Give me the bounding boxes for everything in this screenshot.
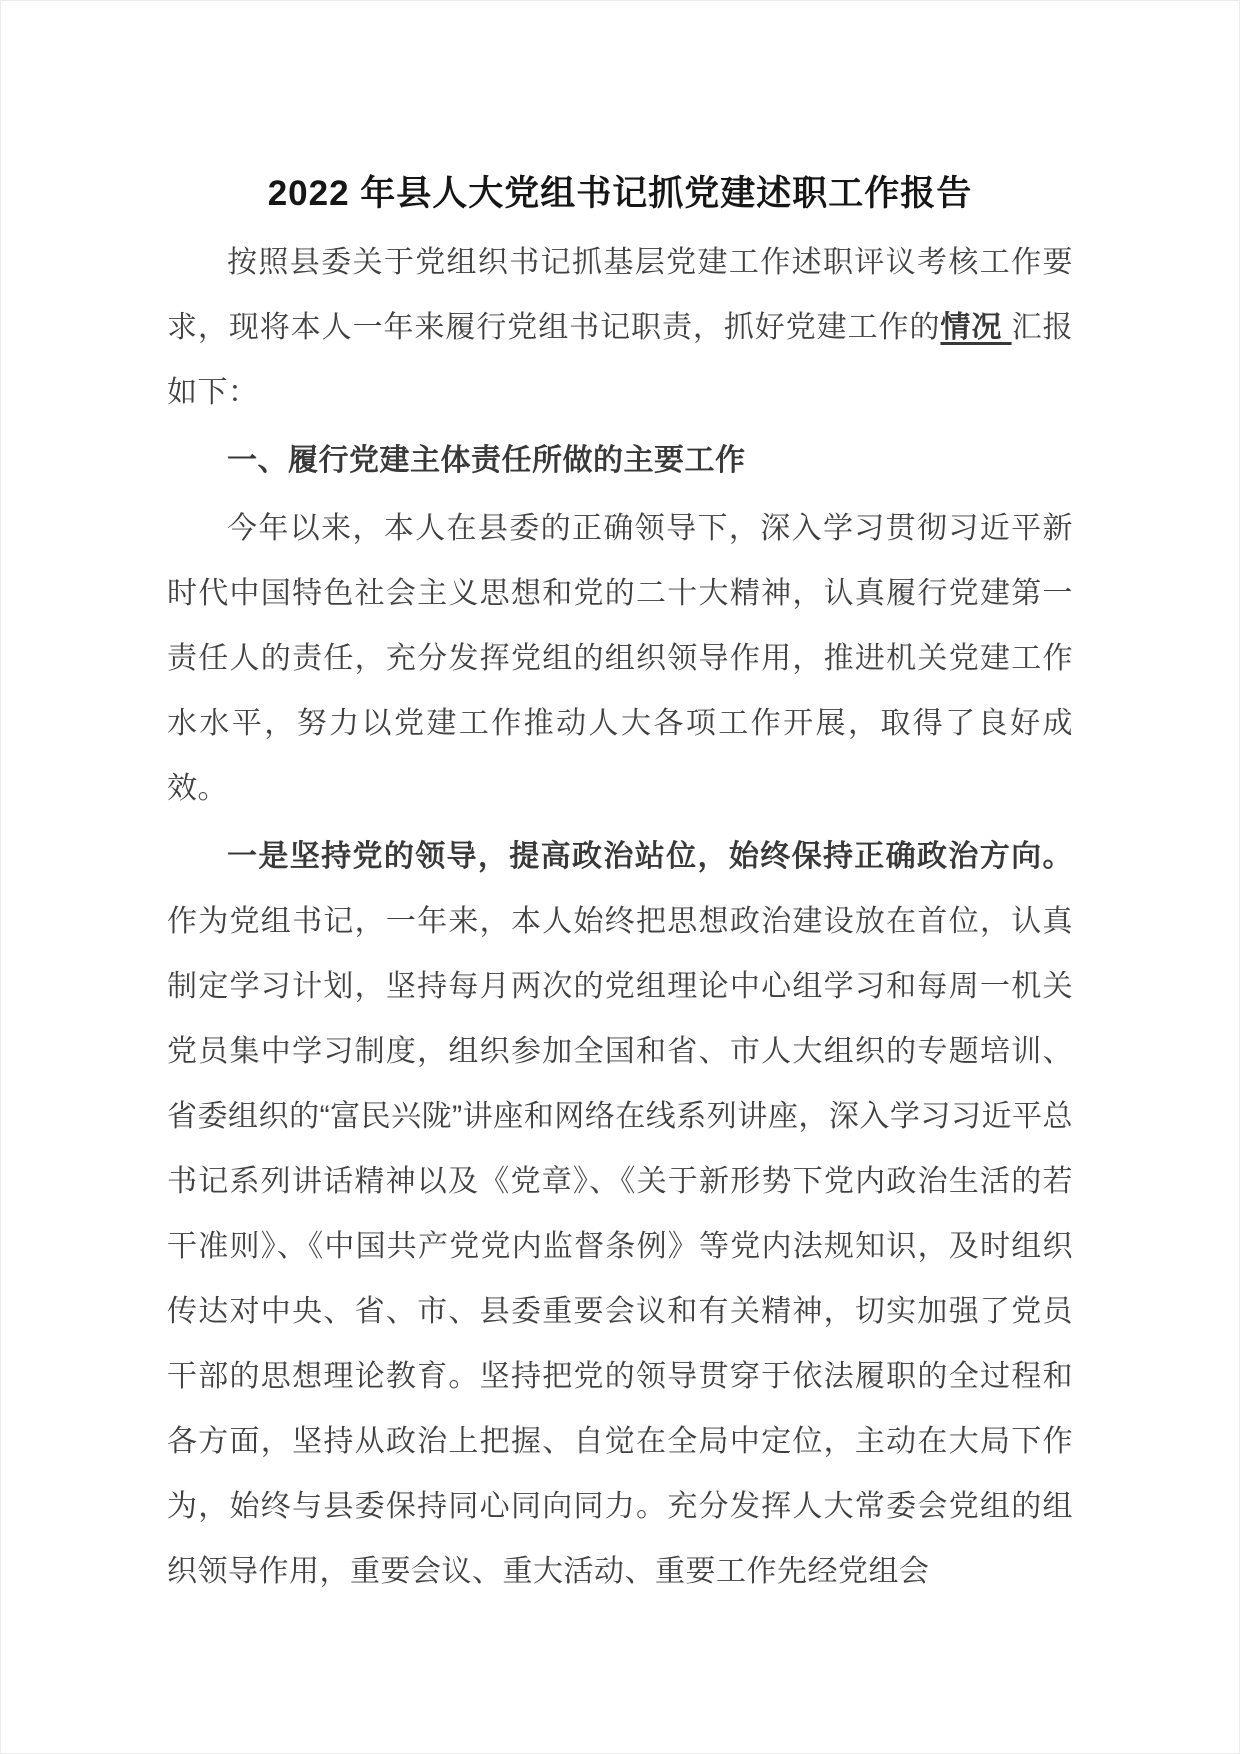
intro-text-before: 按照县委关于党组织书记抓基层党建工作述职评议考核工作要求，现将本人一年来履行党组书记职责，抓好党建工作的 — [167, 246, 1073, 344]
paragraph-intro — [167, 230, 1073, 425]
document-title: 2022 年县人大党组书记抓党建述职工作报告 — [267, 174, 973, 213]
point-one-body-text: 作为党组书记，一年来，本人始终把思想政治建设放在首位，认真制定学习计划，坚持每月两次的党组理论中心组学习和每周一机关党员集中学习制度，组织参加全国和省、市人大组织的专题培训、省委组织的“富民兴陇”讲座和网络在线系列讲座，深入学习习近平总书记系列讲话精神以及《党章》、《关于新形势下党内政治生活的若干准则》、《中国共产党党内监督条例》等党内法规知识，及时组织传达对中央、省、市、县委重要会议和有关精神，切实加强了党员干部的思想理论教育。坚持把党的领导贯穿于依法履职的全过程和各方面，坚持从政治上把握、自觉在全局中定位，主动在大局下作为，始终与县委保持同心同向同力。充分发挥人大常委会党组的组织领导作用，重要会议、重大活动、重要工作先经党组会 — [167, 905, 1073, 1588]
paragraph-point-one — [167, 824, 1073, 1604]
intro-underlined-text: 情况 — [940, 311, 1012, 344]
intro-text-after: 汇报如下： — [167, 311, 1074, 409]
section-heading-1: 一、履行党建主体责任所做的主要工作 — [227, 444, 746, 477]
point-one-bold-lead: 一是坚持党的领导，提高政治站位，始终保持正确政治方向。 — [227, 840, 1073, 873]
paragraph-main-work: 今年以来，本人在县委的正确领导下，深入学习贯彻习近平新时代中国特色社会主义思想和党的二十大精神，认真履行党建第一责任人的责任，充分发挥党组的组织领导作用，推进机关党建工作水水平，努力以党建工作推动人大各项工作开展，取得了良好成效。 — [167, 512, 1073, 805]
